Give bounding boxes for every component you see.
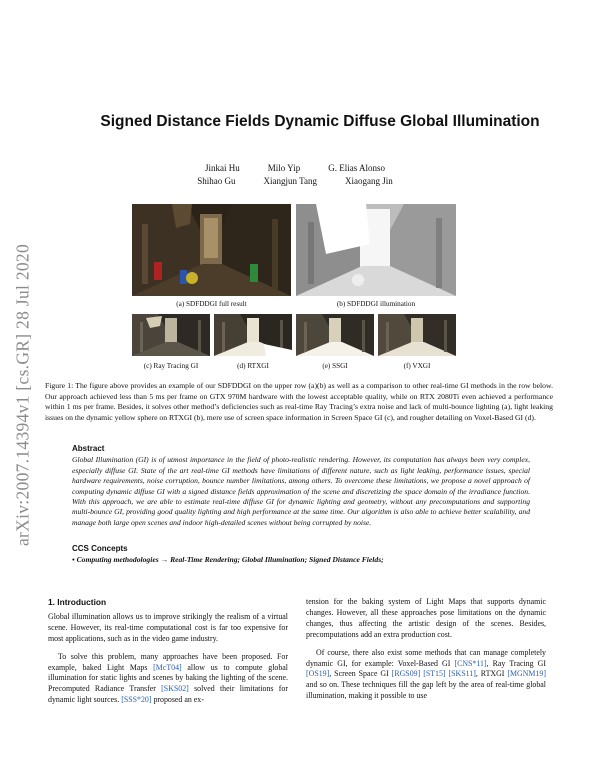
text-run: Of course, there also exist some methods that can manage completely dynamic GI, for example: Voxel-Based GI xyxy=(306,647,546,668)
paragraph: Global illumination allows us to improve strikingly the realism of a virtual scene. However, its real-time computational cost is far too expensive for most applications, such as in the video game industry. xyxy=(48,611,288,643)
subcaption-b: (b) SDFDDGI illumination xyxy=(336,300,416,308)
figure-image-b xyxy=(296,204,456,296)
body-column-left xyxy=(48,597,288,713)
paragraph: tension for the baking system of Light Maps that supports dynamic changes. However, all these approaches pose limitations on the dynamic changes, thus affecting the artistic design of the scenes. Besides, precomputations add an extra production cost. xyxy=(306,597,546,639)
author-block xyxy=(150,163,440,189)
figure-image-d xyxy=(214,314,292,356)
paragraph xyxy=(48,652,288,707)
scene-render-a xyxy=(132,204,291,296)
text-run: To solve this problem, many approaches have been proposed. For example, baked Light Maps xyxy=(48,651,288,672)
abstract-text: Global Illumination (GI) is of utmost importance in the field of photo-realistic rendering. However, its computation has always been very complex, especially diffuse GI. State of the art real-time GI methods have limitations of different nature, such as light leaking, performance issues, special hardware requirements, noise corruption, bounce number limitations, among others. To overcome these limitations, we propose a novel approach of computing dynamic diffuse GI with a signed distance fields approximation of the scene and discretizing the space domain of the irradiance function. With this approach, we are able to estimate real-time diffuse GI for dynamic lighting and geometry, without any precomputations and supporting multi-bounce GI, providing good quality lighting and high performance at the same time. Our algorithm is also able to achieve better scalability, and manage both large open scenes and indoor high-detailed scenes without being corrupted by noise. xyxy=(72,455,530,527)
scene-render-f xyxy=(378,314,456,356)
scene-render-c xyxy=(132,314,210,356)
subcaption-e: (e) SSGI xyxy=(322,362,348,370)
citation-link[interactable]: [RGS09] xyxy=(391,669,421,679)
body-column-right xyxy=(306,597,546,709)
text-run: solved their limitations for dynamic light sources. xyxy=(48,684,288,705)
arxiv-stamp xyxy=(8,210,38,580)
text-run: , Screen Space GI xyxy=(329,669,392,679)
ccs-line xyxy=(72,555,530,564)
ccs-concepts xyxy=(72,544,530,564)
author: Milo Yip xyxy=(267,163,301,173)
text-run: proposed an ex- xyxy=(151,695,204,705)
text-run: , Ray Tracing GI xyxy=(486,658,546,668)
figure-caption: Figure 1: The figure above provides an example of our SDFDDGI on the upper row (a)(b) as well as a comparison to other real-time GI methods in the row below. Our approach achieved less than 5 ms per frame on GTX 970M hardware with the lowest acceptable quality, while on RTX 2080Ti even achieved a performance within 1 ms per frame. Besides, it solves other method’s deficiencies such as real-time Ray Tracing’s extra noise and lack of multi-bounce lighting (a), light leaking issues on the dynamic yellow sphere on RTXGI (b), mere use of screen space information in Screen Space GI (c), and rougher detailing on Voxel-Based GI (d). xyxy=(45,381,553,422)
citation-link[interactable]: [SKS11] xyxy=(448,669,476,679)
author: Xiaogang Jin xyxy=(344,176,393,186)
scene-render-d xyxy=(214,314,292,356)
citation-link[interactable]: [OS19] xyxy=(306,669,330,679)
subcaption-a: (a) SDFDDGI full result xyxy=(176,300,247,308)
subcaption-d: (d) RTXGI xyxy=(237,362,269,370)
author-row-1 xyxy=(150,163,440,173)
paragraph xyxy=(306,648,546,703)
figure-image-a xyxy=(132,204,291,296)
ccs-bullet: • xyxy=(72,555,75,564)
abstract xyxy=(72,444,530,528)
author: G. Elias Alonso xyxy=(328,163,385,173)
citation-link[interactable]: [McT04] xyxy=(153,662,182,672)
paper-title: Signed Distance Fields Dynamic Diffuse Global Illumination xyxy=(100,113,540,130)
citation-link[interactable]: [CNS*11] xyxy=(454,658,487,668)
figure-image-e xyxy=(296,314,374,356)
ccs-arrow: → xyxy=(160,555,169,564)
citation-link[interactable]: [SKS02] xyxy=(161,684,189,694)
citation-link[interactable]: [ST15] xyxy=(423,669,446,679)
subcaption-f: (f) VXGI xyxy=(403,362,431,370)
citation-link[interactable]: [MGNM19] xyxy=(507,669,546,679)
figure-image-f xyxy=(378,314,456,356)
text-run: , RTXGI xyxy=(475,669,508,679)
text-run: and so on. These techniques fill the gap left by the area of real-time global illumination, making it possible to use xyxy=(306,680,546,701)
author: Shihao Gu xyxy=(197,176,236,186)
ccs-category: Computing methodologies xyxy=(76,555,159,564)
figure-image-c xyxy=(132,314,210,356)
ccs-topics: Real-Time Rendering; Global Illumination; Signed Distance Fields; xyxy=(170,555,384,564)
author: Jinkai Hu xyxy=(205,163,240,173)
subcaption-c: (c) Ray Tracing GI xyxy=(143,362,199,370)
scene-render-e xyxy=(296,314,374,356)
ccs-heading: CCS Concepts xyxy=(72,544,128,553)
author-row-2 xyxy=(150,176,440,186)
abstract-heading: Abstract xyxy=(72,444,105,453)
text-run: allow us to compute global illumination for static lights and scenes by baking the lighting of the scene. Precomputed Radiance Transfer xyxy=(48,662,288,694)
arxiv-stamp-text: arXiv:2007.14394v1 [cs.GR] 28 Jul 2020 xyxy=(12,243,33,547)
author: Xiangjun Tang xyxy=(263,176,317,186)
scene-render-b xyxy=(296,204,456,296)
section-heading: 1. Introduction xyxy=(48,597,107,607)
citation-link[interactable]: [SSS*20] xyxy=(121,695,152,705)
